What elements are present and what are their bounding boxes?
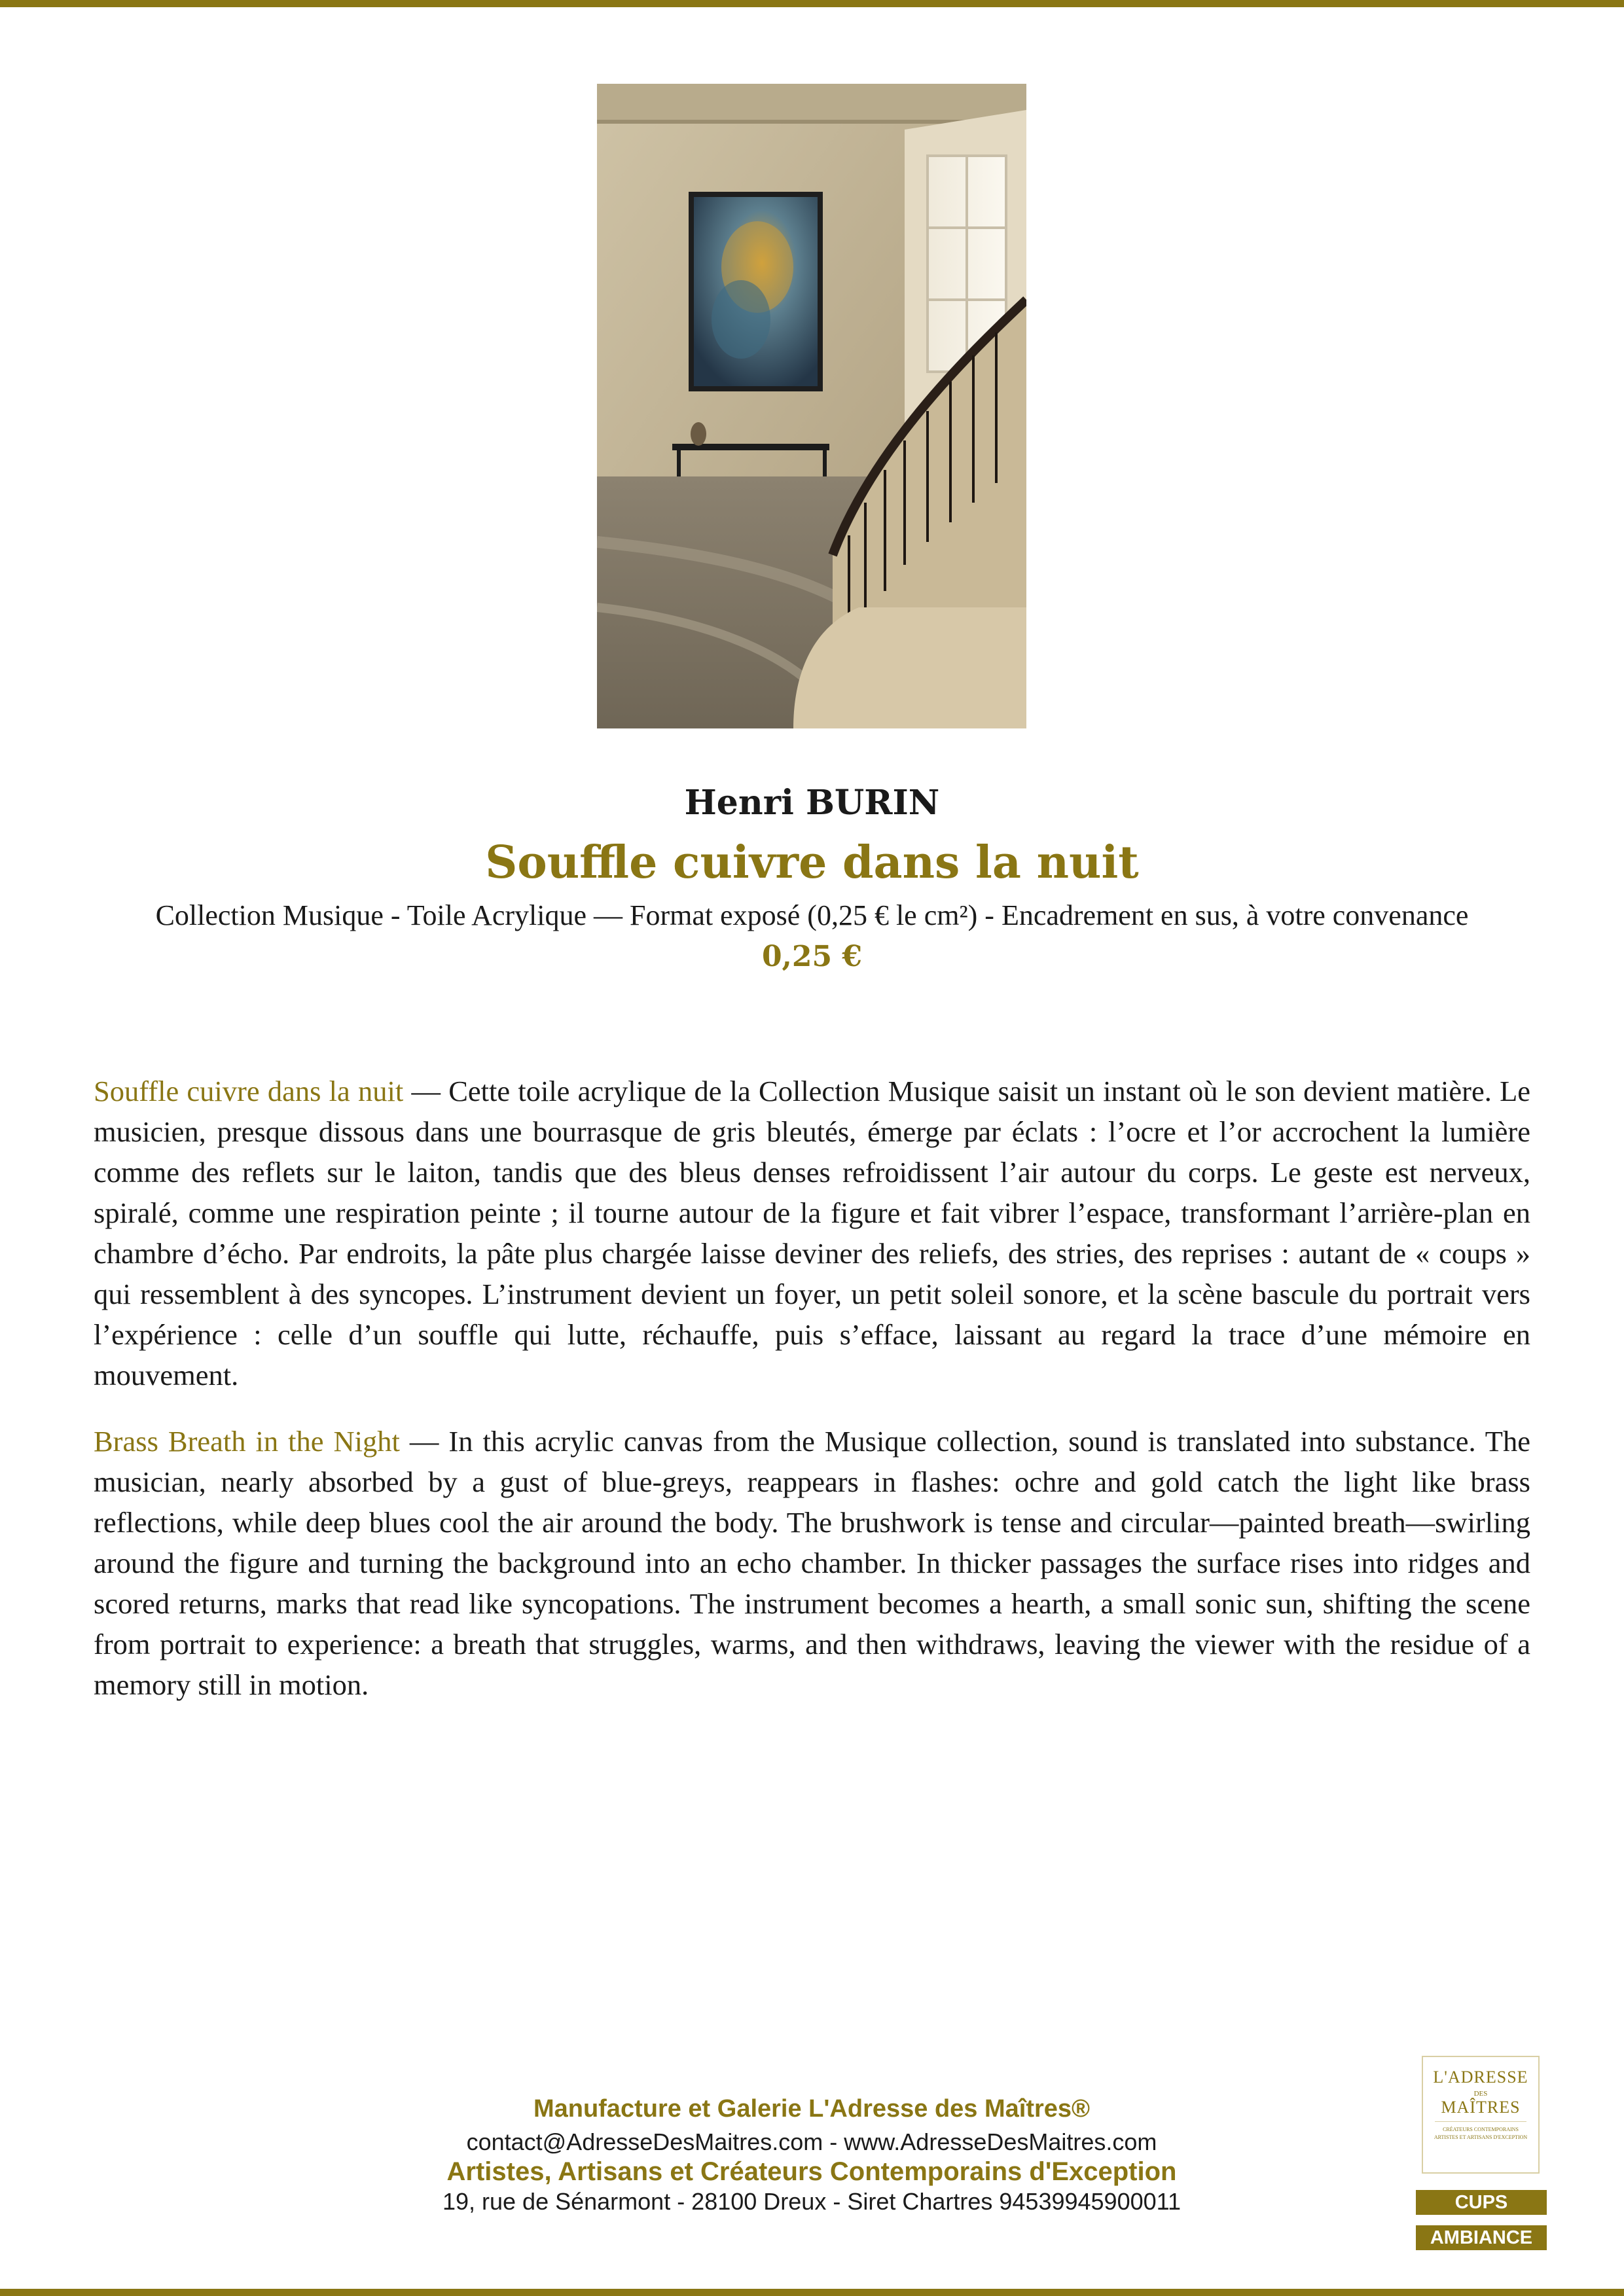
description-en-text: — In this acrylic canvas from the Musique collection, sound is translated into substance. The musician, nearly absorbed by a gust of blue-greys, reappears in flashes: ochre and gold catch the light like brass reflections, while deep blues cool the air around the body. The brushwork is tense and circular—painted breath—swirling around the figure and turning the background into an echo chamber. In thicker passages the surface rises into ridges and scored returns, marks that read like syncopations. The instrument becomes a hearth, a small sonic sun, shifting the scene from portrait to experience: a breath that struggles, warms, and then withdraws, leaving the viewer with the residue of a memory still in motion. xyxy=(94,1425,1530,1701)
gallery-logo xyxy=(1422,2056,1540,2174)
footer-company: Manufacture et Galerie L'Adresse des Maîtres® xyxy=(533,2095,1091,2123)
logo-line-3: MAÎTRES xyxy=(1441,2098,1521,2117)
description-fr xyxy=(94,1071,1530,1395)
footer-address: 19, rue de Sénarmont - 28100 Dreux - Siret Chartres 94539945900011 xyxy=(442,2188,1182,2215)
artwork-photo xyxy=(597,84,1026,728)
cups-tag: CUPS xyxy=(1416,2190,1547,2215)
artist-name: Henri BURIN xyxy=(684,783,940,823)
description-en-lead: Brass Breath in the Night xyxy=(94,1425,400,1458)
ambiance-tag: AMBIANCE xyxy=(1416,2225,1547,2250)
artwork-details: Collection Musique - Toile Acrylique — Format exposé (0,25 € le cm²) - Encadrement en sus, à votre convenance xyxy=(155,899,1469,931)
description-fr-text: — Cette toile acrylique de la Collection Musique saisit un instant où le son devient matière. Le musicien, presque dissous dans une bourrasque de gris bleutés, émerge par éclats : l’ocre et l’or accrochent la lumière comme des reflets sur le laiton, tandis que des bleus denses refroidissent l’air autour du corps. Le geste est nerveux, spiralé, comme une respiration peinte ; il tourne autour de la figure et fait vibrer l’espace, transformant l’arrière-plan en chambre d’écho. Par endroits, la pâte plus chargée laisse deviner des reliefs, des stries, des reprises : autant de « coups » qui ressemblent à des syncopes. L’instrument devient un foyer, un petit soleil sonore, et la scène bascule du portrait vers l’expérience : celle d’un souffle qui lutte, réchauffe, puis s’efface, laissant au regard la trace d’une mémoire en mouvement. xyxy=(94,1075,1531,1391)
footer-contact: contact@AdresseDesMaitres.com - www.AdresseDesMaitres.com xyxy=(466,2128,1157,2155)
footer-tagline: Artistes, Artisans et Créateurs Contemporains d'Exception xyxy=(446,2157,1177,2186)
top-border xyxy=(0,0,1624,7)
logo-divider xyxy=(1435,2121,1526,2122)
artwork-title: Souffle cuivre dans la nuit xyxy=(485,836,1139,889)
description-fr-lead: Souffle cuivre dans la nuit xyxy=(94,1075,404,1107)
logo-line-2: DES xyxy=(1473,2090,1488,2098)
logo-line-1: L'ADRESSE xyxy=(1433,2068,1528,2087)
bottom-border xyxy=(0,2289,1624,2296)
logo-line-4: CRÉATEURS CONTEMPORAINS ARTISTES ET ARTISANS D'EXCEPTION xyxy=(1434,2126,1528,2140)
description-en xyxy=(94,1421,1530,1705)
artwork-price: 0,25 € xyxy=(761,940,863,973)
